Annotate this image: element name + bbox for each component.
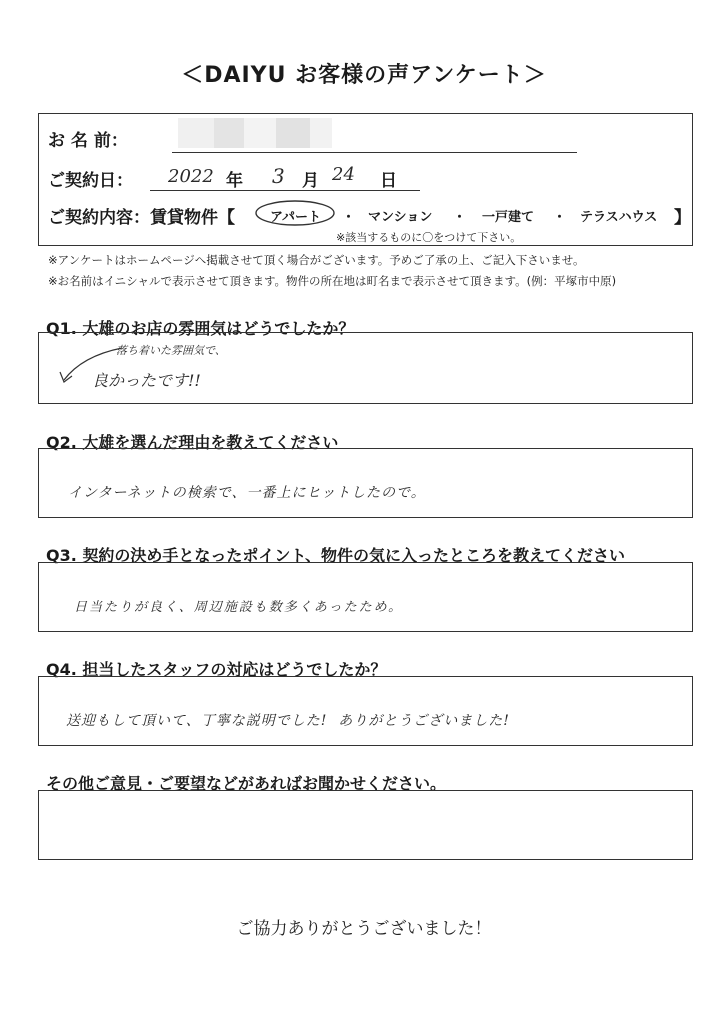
question-3-label: Q3. 契約の決め手となったポイント、物件の気に入ったところを教えてください (46, 546, 625, 565)
option-mansion: マンション (368, 210, 433, 225)
date-month-unit: 月 (302, 171, 319, 191)
other-comments-label: その他ご意見・ご要望などがあればお聞かせください。 (46, 774, 447, 793)
question-1-label: Q1. 大雄のお店の雰囲気はどうでしたか？ (46, 319, 355, 338)
thanks-message: ご協力ありがとうございました！ (236, 919, 492, 939)
other-comments-box (38, 790, 693, 860)
note-line: ※お名前はイニシャルで表示させて頂きます。物件の所在地は町名まで表示させて頂きます。(例：平塚市中原) (48, 274, 617, 288)
contract-date-label: ご契約日： (48, 171, 133, 191)
question-1-answer: 良かったです!! (92, 371, 201, 390)
date-day-unit: 日 (380, 171, 397, 191)
redacted-name-block (214, 118, 244, 148)
redacted-name-block (178, 118, 214, 148)
redacted-name-block (276, 118, 310, 148)
option-separator: ・ (553, 210, 567, 225)
redacted-name-block (244, 118, 276, 148)
name-underline (172, 152, 577, 153)
option-terrace-house: テラスハウス (580, 210, 658, 225)
contract-type-label: ご契約内容：賃貸物件【 (48, 208, 235, 228)
question-4-answer: 送迎もして頂いて、丁寧な説明でした! ありがとうございました! (66, 713, 510, 729)
note-line: ※アンケートはホームページへ掲載させて頂く場合がございます。予めご了承の上、ご記入下さいませ。 (48, 253, 585, 267)
option-separator: ・ (453, 210, 467, 225)
option-separator: ・ (342, 210, 356, 225)
question-2-label: Q2. 大雄を選んだ理由を教えてください (46, 433, 339, 452)
name-label: お 名 前： (48, 131, 128, 151)
option-bracket-close: 】 (674, 208, 691, 228)
date-month-value: 3 (272, 164, 285, 188)
option-note: ※該当するものに〇をつけて下さい。 (336, 231, 522, 244)
option-apartment: アパート (270, 210, 321, 225)
date-year-value: 2022 (168, 166, 214, 187)
question-1-answer-note: 落ち着いた雰囲気で、 (116, 344, 226, 357)
question-4-label: Q4. 担当したスタッフの対応はどうでしたか？ (46, 660, 387, 679)
date-year-unit: 年 (226, 171, 243, 191)
page-title: ＜DAIYU お客様の声アンケート＞ (181, 63, 547, 88)
question-3-answer: 日当たりが良く、周辺施設も数多くあったため。 (74, 600, 404, 615)
redacted-name-block (310, 118, 332, 148)
date-day-value: 24 (332, 164, 355, 185)
question-2-answer: インターネットの検索で、一番上にヒットしたので。 (68, 485, 426, 501)
option-detached-house: 一戸建て (482, 210, 535, 225)
